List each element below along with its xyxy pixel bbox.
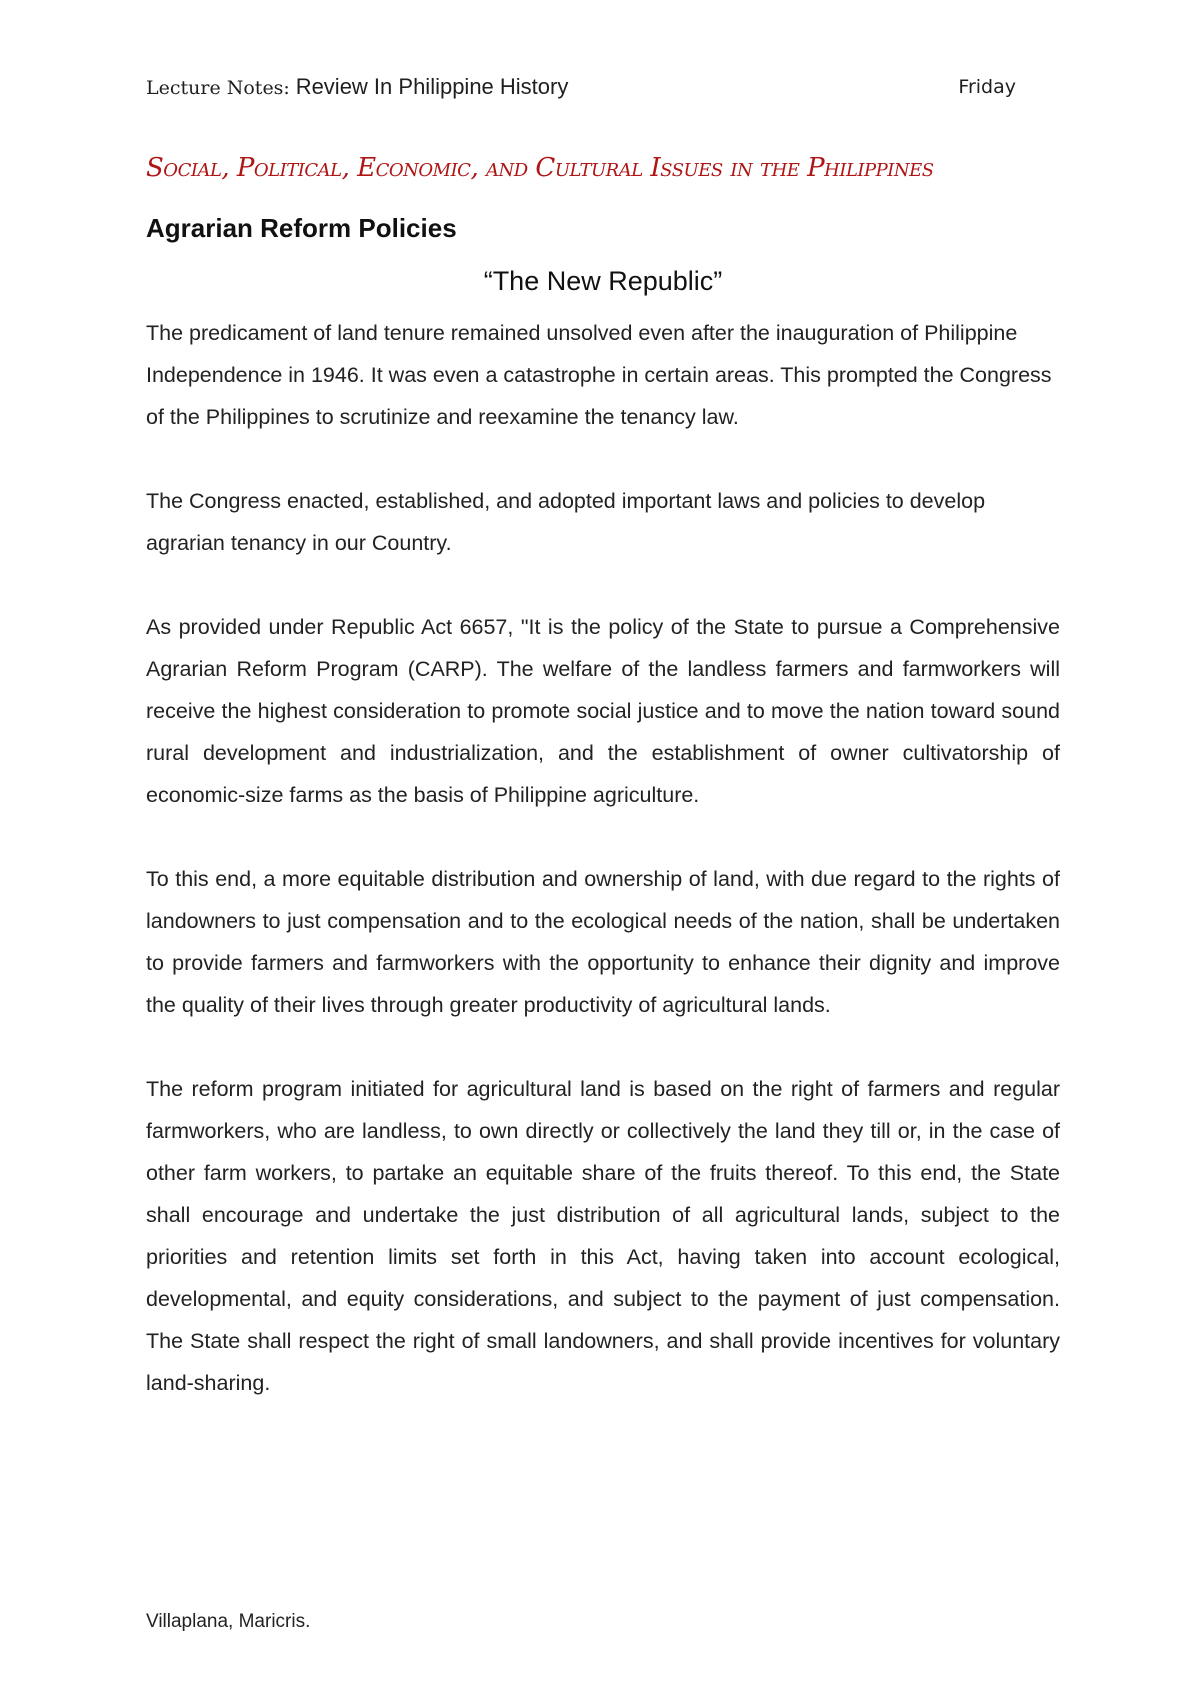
paragraph-5: The reform program initiated for agricultural land is based on the right of farmers and regular farmworkers, who are landless, to own directly or collectively the land they till or, in the case of other farm workers, to partake an equitable share of the fruits thereof. To this end, the State shall encourage and undertake the just distribution of all agricultural lands, subject to the priorities and retention limits set forth in this Act, having taken into account ecological, developmental, and equity considerations, and subject to the payment of just compensation. The State shall respect the right of small landowners, and shall provide incentives for voluntary land-sharing.: [146, 1077, 1060, 1395]
section-title: Social, Political, Economic, and Cultural Issues in the Philippines: [146, 153, 934, 183]
header-label: Lecture Notes:: [146, 77, 290, 99]
page-footer-author: Villaplana, Maricris.: [146, 1611, 311, 1632]
header-course-title: Review In Philippine History: [295, 74, 569, 99]
paragraph-4: To this end, a more equitable distribution and ownership of land, with due regard to the rights of landowners to just compensation and to the ecological needs of the nation, shall be undertaken to provide farmers and farmworkers with the opportunity to enhance their dignity and improve the quality of their lives through greater productivity of agricultural lands.: [146, 867, 1060, 1017]
header-day: Friday: [958, 76, 1016, 98]
page-subheading: “The New Republic”: [483, 266, 723, 296]
paragraph-3: As provided under Republic Act 6657, "It is the policy of the State to pursue a Comprehensive Agrarian Reform Program (CARP). The welfare of the landless farmers and farmworkers will receive the highest consideration to promote social justice and to move the nation toward sound rural development and industrialization, and the establishment of owner cultivatorship of economic-size farms as the basis of Philippine agriculture.: [146, 615, 1060, 807]
paragraph-1: The predicament of land tenure remained unsolved even after the inauguration of Philippine Independence in 1946. It was even a catastrophe in certain areas. This prompted the Congress of the Philippines to scrutinize and reexamine the tenancy law.: [146, 321, 1052, 429]
page-heading: Agrarian Reform Policies: [146, 213, 457, 243]
page-header: [146, 74, 1016, 102]
header-left: [146, 74, 568, 100]
paragraph-2: The Congress enacted, established, and adopted important laws and policies to develop agrarian tenancy in our Country.: [146, 489, 986, 555]
body-text: [146, 312, 1060, 1446]
